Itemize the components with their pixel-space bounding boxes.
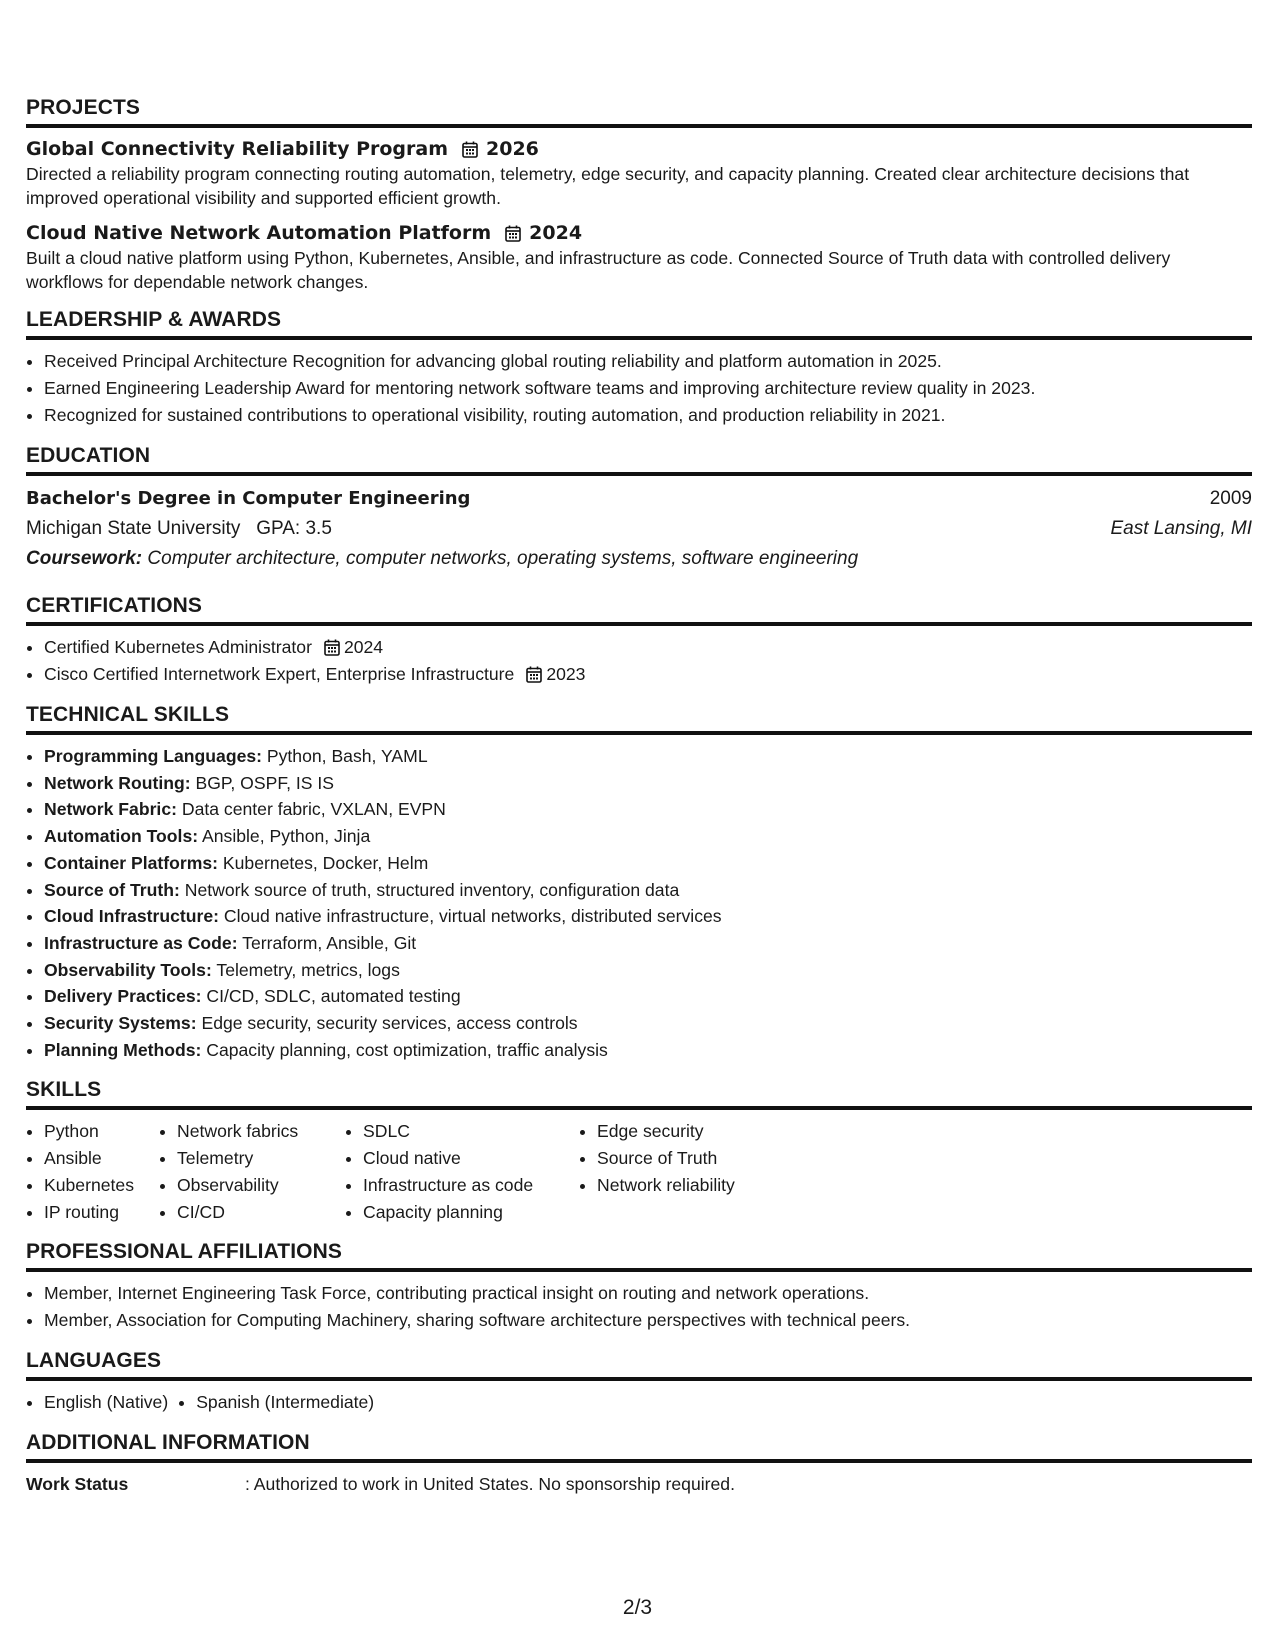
technical-skill-item: [44, 1010, 1252, 1037]
skill-values: Python, Bash, YAML: [266, 746, 428, 766]
list-item: • Member, Association for Computing Machinery, sharing software architecture perspectives with technical peers.: [44, 1307, 1252, 1334]
technical-skill-item: [44, 930, 1252, 957]
projects-section: [26, 96, 1252, 294]
technical-skill-item: [44, 770, 1252, 797]
skill-item: • CI/CD: [177, 1199, 345, 1226]
work-status-value: : Authorized to work in United States. No sponsorship required.: [245, 1474, 735, 1495]
skill-category: Container Platforms:: [44, 852, 219, 873]
list-item: • Member, Internet Engineering Task Force, contributing practical insight on routing and network operations.: [44, 1280, 1252, 1307]
skill-item: • Network fabrics: [177, 1118, 345, 1145]
project-title: Global Connectivity Reliability Program: [26, 138, 449, 160]
education-degree-row: [26, 484, 1252, 514]
section-heading: EDUCATION: [26, 444, 1252, 476]
skills-column: [345, 1118, 579, 1226]
skill-values: Capacity planning, cost optimization, traffic analysis: [206, 1039, 608, 1060]
education-section: [26, 444, 1252, 574]
project-title-row: [26, 220, 1252, 246]
work-status-row: [26, 1471, 1252, 1497]
certification-row: [44, 661, 1252, 688]
project-description: Built a cloud native platform using Python, Kubernetes, Ansible, and infrastructure as code. Connected Source of Truth data with controlled delivery workflows for dependable network changes.: [26, 248, 1171, 292]
skill-values: Cloud native infrastructure, virtual networks, distributed services: [223, 906, 722, 927]
affiliations-list: [26, 1280, 1252, 1334]
skill-item: • Kubernetes: [44, 1172, 159, 1199]
degree-title: Bachelor's Degree in Computer Engineering: [26, 488, 471, 509]
skill-item: • Cloud native: [363, 1145, 579, 1172]
section-heading: PROJECTS: [26, 96, 1252, 128]
technical-skill-item: [44, 850, 1252, 877]
section-heading: SKILLS: [26, 1078, 1252, 1110]
school-name: Michigan State University: [26, 518, 241, 539]
technical-skill-item: [44, 1037, 1252, 1064]
skill-item: • Network reliability: [597, 1172, 797, 1199]
graduation-year: 2009: [1209, 488, 1252, 509]
skill-item: • Infrastructure as code: [363, 1172, 579, 1199]
skill-category: Network Fabric:: [44, 799, 177, 820]
leadership-list: [26, 348, 1252, 429]
calendar-icon: [526, 666, 542, 683]
skill-category: Security Systems:: [44, 1013, 197, 1034]
skill-values: CI/CD, SDLC, automated testing: [206, 986, 461, 1007]
certifications-list: [26, 634, 1252, 688]
list-item: • Earned Engineering Leadership Award for mentoring network software teams and improving architecture review quality in 2023.: [44, 375, 1252, 402]
skill-values: Terraform, Ansible, Git: [242, 932, 417, 953]
skill-category: Automation Tools:: [44, 826, 199, 847]
skill-values: BGP, OSPF, IS IS: [195, 772, 335, 793]
language-item: • Spanish (Intermediate): [196, 1389, 374, 1416]
school-location: East Lansing, MI: [1110, 518, 1252, 539]
technical-skill-item: [44, 983, 1252, 1010]
work-status-label: Work Status: [26, 1474, 129, 1495]
certification-name: • Cisco Certified Internetwork Expert, Enterprise Infrastructure: [44, 664, 515, 684]
list-item: • Received Principal Architecture Recognition for advancing global routing reliability and platform automation in 2025.: [44, 348, 1252, 375]
technical-skill-item: [44, 903, 1252, 930]
education-school-row: [26, 514, 1252, 544]
calendar-icon: [462, 141, 478, 158]
language-item: • English (Native): [44, 1389, 168, 1416]
calendar-icon: [505, 225, 521, 242]
skill-item: • Capacity planning: [363, 1199, 579, 1226]
additional-info-section: [26, 1431, 1252, 1497]
certification-row: [44, 634, 1252, 661]
languages-section: [26, 1349, 1252, 1416]
section-heading: ADDITIONAL INFORMATION: [26, 1431, 1252, 1463]
skill-values: Network source of truth, structured inventory, configuration data: [184, 879, 680, 900]
certifications-section: [26, 594, 1252, 688]
skill-item: • Ansible: [44, 1145, 159, 1172]
technical-skills-list: [26, 743, 1252, 1063]
calendar-icon: [324, 639, 340, 656]
project-year: 2024: [529, 222, 583, 244]
skills-column: [26, 1118, 159, 1226]
skill-item: • Telemetry: [177, 1145, 345, 1172]
project-title-row: [26, 136, 1252, 162]
technical-skill-item: [44, 796, 1252, 823]
project-title: Cloud Native Network Automation Platform: [26, 222, 492, 244]
skill-item: • IP routing: [44, 1199, 159, 1226]
skills-column: [159, 1118, 345, 1226]
certification-year: 2023: [546, 664, 586, 684]
page-number: 2/3: [622, 1596, 653, 1619]
skill-category: Delivery Practices:: [44, 986, 202, 1007]
leadership-section: [26, 308, 1252, 429]
projects-list: [26, 136, 1252, 294]
skill-values: Telemetry, metrics, logs: [216, 959, 400, 980]
skill-category: Network Routing:: [44, 772, 191, 793]
skill-item: • Observability: [177, 1172, 345, 1199]
skill-item: • SDLC: [363, 1118, 579, 1145]
technical-skill-item: [44, 877, 1252, 904]
skill-category: Cloud Infrastructure:: [44, 906, 219, 927]
affiliations-section: [26, 1240, 1252, 1334]
skill-values: Kubernetes, Docker, Helm: [222, 852, 429, 873]
certification-item: [44, 661, 1252, 688]
coursework-label: Coursework:: [26, 548, 143, 569]
technical-skill-item: [44, 957, 1252, 984]
technical-skill-item: [44, 823, 1252, 850]
technical-skill-item: [44, 743, 1252, 770]
languages-list: [26, 1389, 1252, 1416]
skills-section: [26, 1078, 1252, 1226]
section-heading: CERTIFICATIONS: [26, 594, 1252, 626]
coursework-text: Computer architecture, computer networks, operating systems, software engineering: [147, 548, 859, 569]
section-heading: PROFESSIONAL AFFILIATIONS: [26, 1240, 1252, 1272]
section-heading: LANGUAGES: [26, 1349, 1252, 1381]
section-heading: LEADERSHIP & AWARDS: [26, 308, 1252, 340]
skill-item: • Edge security: [597, 1118, 797, 1145]
certification-name: • Certified Kubernetes Administrator: [44, 637, 312, 657]
skill-values: Edge security, security services, access controls: [201, 1013, 578, 1034]
skill-item: • Python: [44, 1118, 159, 1145]
coursework: [26, 544, 1252, 574]
project-year: 2026: [486, 138, 539, 160]
skill-item: • Source of Truth: [597, 1145, 797, 1172]
skill-values: Data center fabric, VXLAN, EVPN: [181, 799, 446, 820]
list-item: • Recognized for sustained contributions to operational visibility, routing automation, and production reliability in 2021.: [44, 402, 1252, 429]
section-heading: TECHNICAL SKILLS: [26, 703, 1252, 735]
skill-category: Planning Methods:: [44, 1039, 202, 1060]
resume-page: [26, 96, 1252, 1497]
skill-category: Source of Truth:: [44, 879, 180, 900]
skills-column: [579, 1118, 797, 1226]
project-description: Directed a reliability program connecting routing automation, telemetry, edge security, and capacity planning. Created clear architecture decisions that improved operational visibility and supported efficient growth.: [26, 164, 1190, 208]
technical-skills-section: [26, 703, 1252, 1063]
skill-category: Programming Languages:: [44, 746, 262, 766]
skill-values: Ansible, Python, Jinja: [202, 826, 371, 847]
certification-year: 2024: [343, 637, 384, 657]
skill-category: Observability Tools:: [44, 959, 212, 980]
skill-category: Infrastructure as Code:: [44, 932, 238, 953]
skills-grid: [26, 1118, 1252, 1226]
certification-item: [44, 634, 1252, 661]
gpa: GPA: 3.5: [256, 518, 332, 539]
